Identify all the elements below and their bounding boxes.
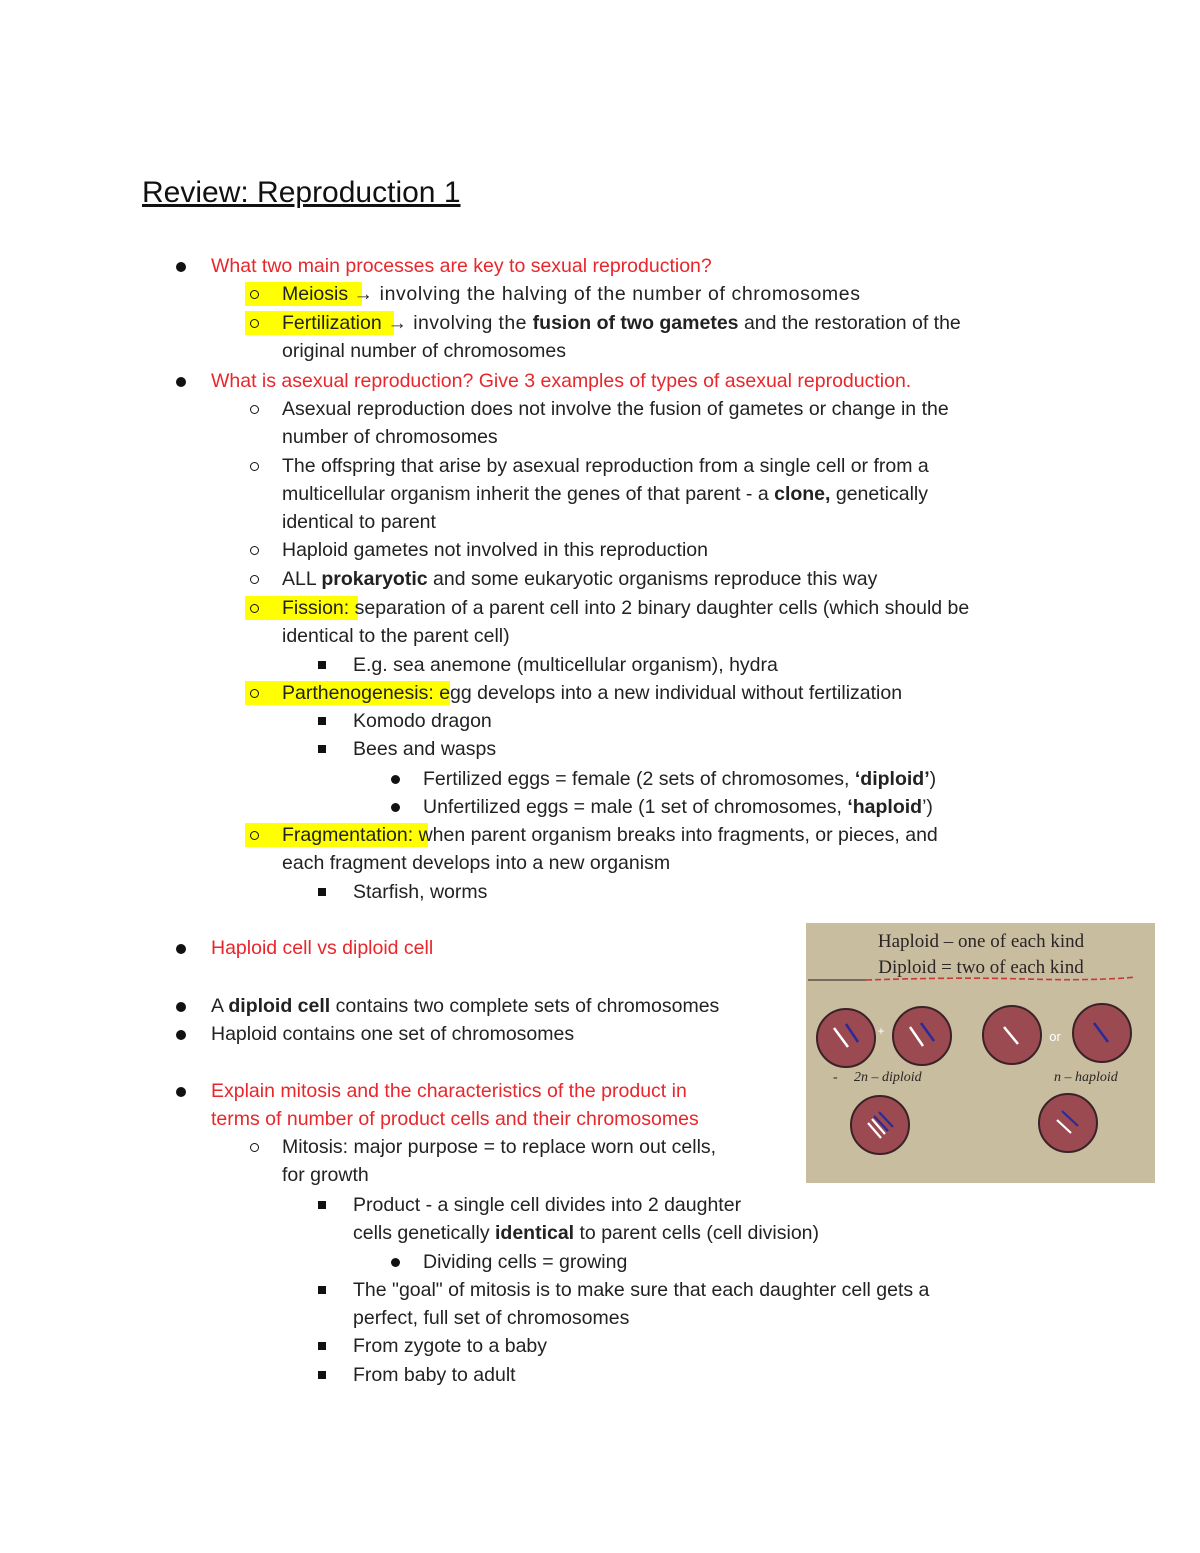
parthenogenesis-definition: egg develops into a new individual without fertilization — [433, 682, 903, 704]
bullet-disc-icon — [391, 803, 400, 812]
bullet-square-icon — [318, 717, 326, 725]
mitosis-product-cont — [353, 1219, 819, 1247]
bullet-circle-icon — [250, 689, 259, 698]
diploid-definition — [211, 992, 719, 1020]
plus-label: + — [877, 1024, 885, 1038]
haploid-definition: Haploid contains one set of chromosomes — [211, 1023, 575, 1045]
clone-text-pre: multicellular organism inherit the genes of that parent - a — [282, 483, 775, 505]
fertilization-text: → involving the — [381, 312, 533, 334]
answer-meiosis — [282, 280, 861, 308]
unfertilized-eggs-close: ’) — [922, 796, 933, 818]
mitosis-goal: The "goal" of mitosis is to make sure that each daughter cell gets a — [353, 1279, 930, 1301]
parthenogenesis-example-1: Komodo dragon — [353, 710, 492, 732]
bullet-square-icon — [318, 1371, 326, 1379]
fission-continued: identical to the parent cell) — [282, 625, 510, 647]
fertilized-eggs — [423, 765, 936, 793]
asexual-answer-2-cont — [282, 480, 928, 508]
bullet-circle-icon — [250, 319, 259, 328]
or-label: or — [1049, 1029, 1061, 1044]
bullet-disc-icon — [176, 1002, 186, 1012]
fragmentation-item — [282, 821, 938, 849]
prokaryotic-text-pre: ALL — [282, 568, 322, 590]
fission-definition: separation of a parent cell into 2 binary daughter cells (which should be — [349, 597, 970, 619]
bullet-circle-icon — [250, 604, 259, 613]
zygote-to-baby: From zygote to a baby — [353, 1335, 548, 1357]
haploid-duplicated-cell — [1039, 1094, 1097, 1152]
fertilized-eggs-text: Fertilized eggs = female (2 sets of chromosomes, — [423, 768, 855, 790]
asexual-answer-1-cont: number of chromosomes — [282, 426, 498, 448]
bullet-circle-icon — [250, 1143, 259, 1152]
clone-bold: clone, — [774, 483, 831, 505]
bullet-disc-icon — [176, 1030, 186, 1040]
bullet-square-icon — [318, 888, 326, 896]
dividing-cells: Dividing cells = growing — [423, 1251, 628, 1273]
term-fission: Fission: — [282, 597, 350, 619]
mitosis-purpose: Mitosis: major purpose = to replace worn out cells, — [282, 1136, 717, 1158]
asexual-answer-1: Asexual reproduction does not involve the fusion of gametes or change in the — [282, 398, 949, 420]
bullet-square-icon — [318, 745, 326, 753]
asexual-answer-2-cont2: identical to parent — [282, 511, 436, 533]
baby-to-adult: From baby to adult — [353, 1364, 516, 1386]
page-title: Review: Reproduction 1 — [142, 176, 461, 209]
bullet-circle-icon — [250, 546, 259, 555]
term-fertilization: Fertilization — [282, 312, 382, 334]
answer-fertilization — [282, 309, 961, 337]
fission-example: E.g. sea anemone (multicellular organism), hydra — [353, 654, 778, 676]
identical-text-post: to parent cells (cell division) — [574, 1222, 820, 1244]
bullet-square-icon — [318, 1201, 326, 1209]
question-mitosis: Explain mitosis and the characteristics of the product in — [211, 1080, 687, 1102]
figure-title-diploid: Diploid = two of each kind — [878, 957, 1084, 978]
bullet-disc-icon — [176, 262, 186, 272]
clone-text-post: genetically — [830, 483, 929, 505]
bullet-circle-icon — [250, 575, 259, 584]
diploid-cell-2 — [893, 1007, 951, 1065]
unfertilized-eggs — [423, 793, 933, 821]
identical-text-pre: cells genetically — [353, 1222, 495, 1244]
bullet-circle-icon — [250, 462, 259, 471]
dash-label: - — [833, 1070, 838, 1085]
diploid-label: 2n – diploid — [854, 1070, 922, 1085]
question-mitosis-cont: terms of number of product cells and their chromosomes — [211, 1108, 699, 1130]
term-meiosis: Meiosis — [282, 283, 354, 305]
bullet-disc-icon — [176, 944, 186, 954]
asexual-answer-3: Haploid gametes not involved in this reproduction — [282, 539, 709, 561]
term-parthenogenesis: Parthenogenesis: — [282, 682, 434, 704]
bullet-square-icon — [318, 661, 326, 669]
diploid-bold: ‘diploid’ — [854, 768, 930, 790]
term-fragmentation: Fragmentation: — [282, 824, 414, 846]
diploid-text-pre: A — [211, 995, 229, 1017]
bullet-circle-icon — [250, 831, 259, 840]
diploid-text-post: contains two complete sets of chromosomes — [330, 995, 720, 1017]
meiosis-definition: → involving the halving of the number of chromosomes — [353, 283, 861, 305]
fragmentation-definition: when parent organism breaks into fragments, or pieces, and — [413, 824, 938, 846]
figure-title-haploid: Haploid – one of each kind — [877, 931, 1085, 952]
bullet-circle-icon — [250, 405, 259, 414]
diploid-cell-1 — [817, 1009, 875, 1067]
diploid-cell-bold: diploid cell — [228, 995, 331, 1017]
prokaryotic-text-post: and some eukaryotic organisms reproduce this way — [427, 568, 878, 590]
fertilization-text-post: and the restoration of the — [738, 312, 961, 334]
bullet-disc-icon — [176, 377, 186, 387]
mitosis-purpose-cont: for growth — [282, 1164, 369, 1186]
prokaryotic-bold: prokaryotic — [321, 568, 428, 590]
asexual-answer-4 — [282, 565, 877, 593]
mitosis-goal-cont: perfect, full set of chromosomes — [353, 1307, 630, 1329]
question-asexual-reproduction: What is asexual reproduction? Give 3 examples of types of asexual reproduction. — [211, 370, 912, 392]
bullet-square-icon — [318, 1286, 326, 1294]
haploid-diploid-diagram — [806, 923, 1155, 1183]
fission-item — [282, 594, 969, 622]
mitosis-product: Product - a single cell divides into 2 daughter — [353, 1194, 742, 1216]
fertilization-continued: original number of chromosomes — [282, 340, 566, 362]
parthenogenesis-example-2: Bees and wasps — [353, 738, 497, 760]
bullet-square-icon — [318, 1342, 326, 1350]
question-haploid-vs-diploid: Haploid cell vs diploid cell — [211, 937, 434, 959]
parthenogenesis-item — [282, 679, 902, 707]
bullet-disc-icon — [176, 1087, 186, 1097]
fragmentation-example: Starfish, worms — [353, 881, 488, 903]
fertilization-bold: fusion of two gametes — [532, 312, 739, 334]
haploid-bold: ‘haploid — [847, 796, 923, 818]
diploid-duplicated-cell — [851, 1096, 909, 1154]
haploid-diploid-figure — [806, 923, 1155, 1183]
unfertilized-eggs-text: Unfertilized eggs = male (1 set of chromosomes, — [423, 796, 848, 818]
question-sexual-reproduction: What two main processes are key to sexual reproduction? — [211, 255, 712, 277]
haploid-label: n – haploid — [1054, 1070, 1118, 1085]
identical-bold: identical — [494, 1222, 575, 1244]
bullet-disc-icon — [391, 1258, 400, 1267]
fragmentation-continued: each fragment develops into a new organism — [282, 852, 671, 874]
asexual-answer-2: The offspring that arise by asexual reproduction from a single cell or from a — [282, 455, 929, 477]
bullet-disc-icon — [391, 775, 400, 784]
fertilized-eggs-close: ) — [929, 768, 937, 790]
bullet-circle-icon — [250, 290, 259, 299]
